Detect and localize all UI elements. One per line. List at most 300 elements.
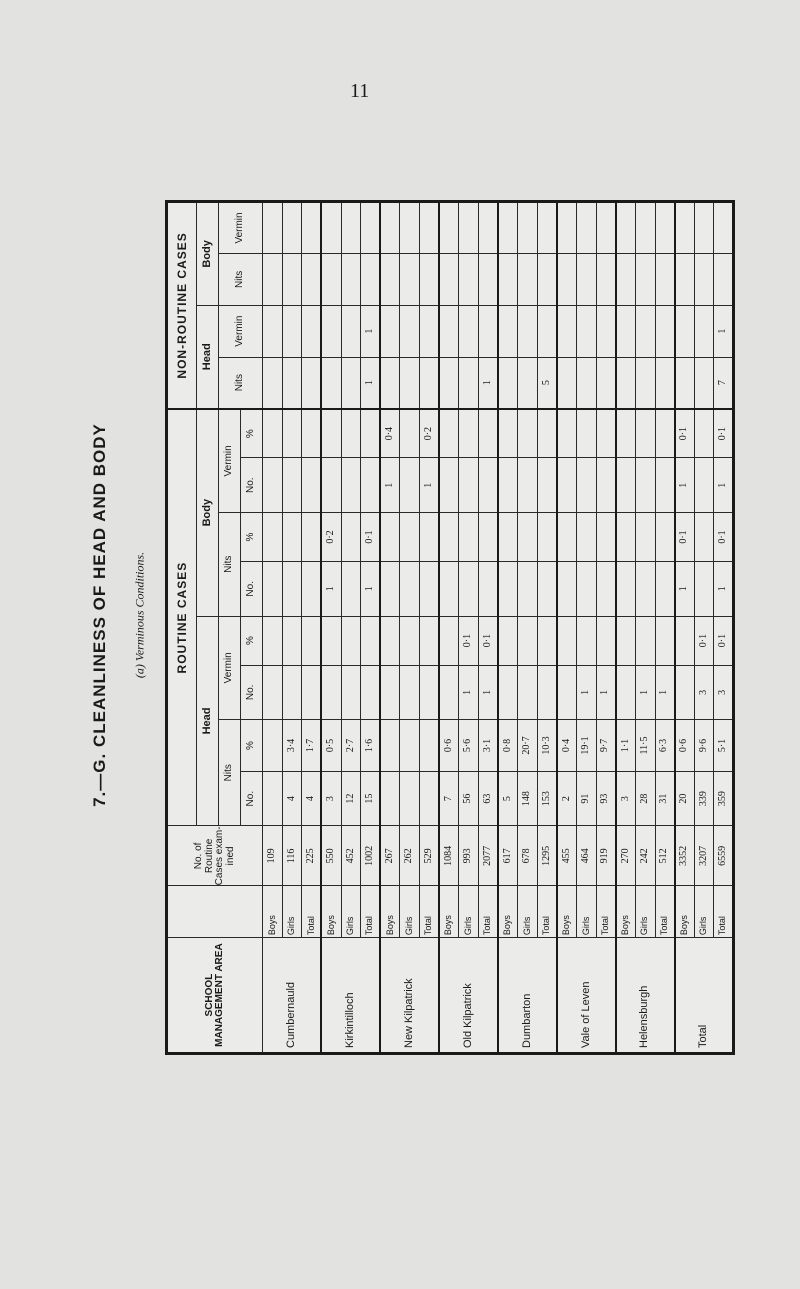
cell-hn-pct: 1·1 — [616, 720, 636, 772]
cell-nr-bn — [439, 253, 459, 305]
cell-hv-no — [361, 665, 381, 720]
cell-bn-pct — [380, 512, 400, 561]
cell-hv-pct — [400, 616, 420, 665]
cell-hv-no — [518, 665, 538, 720]
cell-examined: 550 — [321, 826, 341, 886]
cell-nr-hn — [400, 357, 420, 409]
cell-hv-pct — [596, 616, 616, 665]
cell-bn-pct — [635, 512, 655, 561]
cell-bn-no — [596, 562, 616, 617]
cell-hv-pct — [321, 616, 341, 665]
header-routine-head: Head — [197, 616, 219, 826]
sex-cell: Boys — [321, 886, 341, 938]
cell-hv-pct — [537, 616, 557, 665]
cell-examined: 270 — [616, 826, 636, 886]
cell-examined: 2077 — [478, 826, 498, 886]
cell-hn-no: 4 — [282, 771, 302, 826]
cell-nr-hn: 1 — [361, 357, 381, 409]
table-row — [282, 202, 302, 1054]
cell-bn-pct — [655, 512, 675, 561]
cell-nr-bn — [459, 253, 479, 305]
cell-bn-pct — [439, 512, 459, 561]
sex-cell: Total — [714, 886, 734, 938]
cell-hv-no: 1 — [478, 665, 498, 720]
table-row — [537, 202, 557, 1054]
cell-hn-no: 339 — [694, 771, 714, 826]
cell-bn-pct — [459, 512, 479, 561]
cell-bv-no: 1 — [675, 458, 695, 513]
header-bn-no: No. — [241, 562, 263, 617]
cell-hv-pct — [655, 616, 675, 665]
cell-bv-pct — [518, 409, 538, 458]
cell-bv-no — [478, 458, 498, 513]
table-row — [616, 202, 636, 1054]
cell-bv-no: 1 — [714, 458, 734, 513]
cell-bn-no — [263, 562, 283, 617]
sex-cell: Total — [302, 886, 322, 938]
table-frame — [165, 200, 735, 1055]
cell-nr-bv — [675, 202, 695, 254]
cell-hn-no: 56 — [459, 771, 479, 826]
cell-bn-no — [577, 562, 597, 617]
cell-bv-no — [694, 458, 714, 513]
header-nr-body-nits: Nits — [219, 253, 263, 305]
cell-bn-no: 1 — [321, 562, 341, 617]
cell-nr-hv — [577, 305, 597, 357]
table-row — [302, 202, 322, 1054]
cell-nr-bv — [537, 202, 557, 254]
cell-nr-hv — [302, 305, 322, 357]
table-row — [714, 202, 734, 1054]
cell-bn-pct — [341, 512, 361, 561]
cell-bn-no — [655, 562, 675, 617]
cell-bn-pct — [557, 512, 577, 561]
cell-nr-hv — [341, 305, 361, 357]
table-row — [321, 202, 341, 1054]
cell-examined: 6559 — [714, 826, 734, 886]
cell-bv-no — [263, 458, 283, 513]
header-non-routine-cases: NON-ROUTINE CASES — [167, 202, 197, 409]
cell-bv-pct — [694, 409, 714, 458]
cell-examined: 464 — [577, 826, 597, 886]
cell-hv-no: 1 — [596, 665, 616, 720]
cell-hn-no: 91 — [577, 771, 597, 826]
cell-bn-pct — [694, 512, 714, 561]
cell-nr-bn — [341, 253, 361, 305]
cell-nr-hn — [380, 357, 400, 409]
cell-bn-no — [380, 562, 400, 617]
cell-hv-no: 1 — [577, 665, 597, 720]
cell-nr-bn — [616, 253, 636, 305]
cell-nr-bn — [380, 253, 400, 305]
header-head-vermin: Vermin — [219, 616, 241, 720]
table-row — [361, 202, 381, 1054]
cell-hv-no: 1 — [459, 665, 479, 720]
cell-examined: 116 — [282, 826, 302, 886]
area-name-cell: Old Kilpatrick — [439, 938, 498, 1054]
cell-nr-bn — [420, 253, 440, 305]
cell-nr-bv — [694, 202, 714, 254]
sex-cell: Total — [655, 886, 675, 938]
cell-hv-no — [400, 665, 420, 720]
cell-nr-bn — [635, 253, 655, 305]
cell-hv-pct: 0·1 — [694, 616, 714, 665]
cell-hn-pct: 2·7 — [341, 720, 361, 772]
table-row — [577, 202, 597, 1054]
cell-nr-hv — [420, 305, 440, 357]
table-row — [596, 202, 616, 1054]
cell-nr-bv — [459, 202, 479, 254]
cell-examined: 262 — [400, 826, 420, 886]
header-routine-cases: ROUTINE CASES — [167, 409, 197, 826]
cell-nr-hv — [321, 305, 341, 357]
cell-nr-bv — [596, 202, 616, 254]
cell-bv-pct — [321, 409, 341, 458]
cell-hv-pct — [263, 616, 283, 665]
area-name-cell: Kirkintilloch — [321, 938, 380, 1054]
cell-bn-no — [400, 562, 420, 617]
sex-cell: Girls — [282, 886, 302, 938]
cell-hn-pct: 0·5 — [321, 720, 341, 772]
cell-bn-no — [616, 562, 636, 617]
cell-hv-pct — [341, 616, 361, 665]
cell-hv-pct: 0·1 — [714, 616, 734, 665]
cell-bn-pct — [478, 512, 498, 561]
cell-bv-no — [655, 458, 675, 513]
sex-cell: Boys — [439, 886, 459, 938]
cell-nr-hn — [675, 357, 695, 409]
table-row — [655, 202, 675, 1054]
cell-bn-pct — [498, 512, 518, 561]
cell-nr-bv — [302, 202, 322, 254]
cell-nr-bn — [655, 253, 675, 305]
sex-cell: Girls — [694, 886, 714, 938]
cell-nr-bn — [518, 253, 538, 305]
cell-hn-pct — [420, 720, 440, 772]
cell-hn-pct: 0·8 — [498, 720, 518, 772]
sex-cell: Total — [537, 886, 557, 938]
cell-bv-pct — [557, 409, 577, 458]
cell-bn-no — [518, 562, 538, 617]
table-row — [400, 202, 420, 1054]
cell-bn-no — [420, 562, 440, 617]
cell-nr-hv — [459, 305, 479, 357]
cell-hn-pct: 1·7 — [302, 720, 322, 772]
cell-nr-bv — [498, 202, 518, 254]
sex-cell: Total — [361, 886, 381, 938]
table-row — [420, 202, 440, 1054]
cell-hv-no — [420, 665, 440, 720]
cell-nr-hn — [616, 357, 636, 409]
cell-bv-pct — [655, 409, 675, 458]
cell-bn-no: 1 — [675, 562, 695, 617]
cell-nr-bn — [577, 253, 597, 305]
cell-bn-no: 1 — [361, 562, 381, 617]
cell-hv-no — [263, 665, 283, 720]
cell-hv-pct — [439, 616, 459, 665]
sex-cell: Total — [420, 886, 440, 938]
cell-hv-no: 3 — [694, 665, 714, 720]
cell-nr-hv — [694, 305, 714, 357]
cell-hv-pct — [616, 616, 636, 665]
cell-nr-hn: 5 — [537, 357, 557, 409]
cell-nr-hn — [518, 357, 538, 409]
cell-bv-no — [557, 458, 577, 513]
cell-bv-no — [635, 458, 655, 513]
cell-bv-no — [518, 458, 538, 513]
cell-bn-pct — [400, 512, 420, 561]
table-heading: 7.—G. CLEANLINESS OF HEAD AND BODY — [90, 423, 109, 807]
cell-bv-no: 1 — [380, 458, 400, 513]
area-name-cell: Helensburgh — [616, 938, 675, 1054]
cell-bv-pct — [439, 409, 459, 458]
header-hv-no: No. — [241, 665, 263, 720]
cell-bv-pct — [478, 409, 498, 458]
header-area: SCHOOL MANAGEMENT AREA — [167, 938, 263, 1054]
cell-bn-pct — [537, 512, 557, 561]
cell-hv-no — [321, 665, 341, 720]
cell-hv-no — [282, 665, 302, 720]
cell-bn-no — [478, 562, 498, 617]
cell-hv-no — [498, 665, 518, 720]
cell-bn-no — [694, 562, 714, 617]
cell-bn-pct: 0·2 — [321, 512, 341, 561]
cell-bn-pct: 0·1 — [675, 512, 695, 561]
cell-hn-no: 15 — [361, 771, 381, 826]
cell-nr-bv — [439, 202, 459, 254]
cell-examined: 455 — [557, 826, 577, 886]
cell-hv-no — [439, 665, 459, 720]
cell-nr-bn — [596, 253, 616, 305]
cell-hn-no: 31 — [655, 771, 675, 826]
header-nonroutine-head: Head — [197, 305, 219, 409]
cell-nr-hn — [341, 357, 361, 409]
header-routine-body: Body — [197, 409, 219, 616]
cell-bn-pct: 0·1 — [361, 512, 381, 561]
cell-bv-no — [400, 458, 420, 513]
cell-nr-hn — [459, 357, 479, 409]
cell-hn-no: 28 — [635, 771, 655, 826]
cell-bn-no — [439, 562, 459, 617]
sex-cell: Total — [596, 886, 616, 938]
cell-nr-hv — [498, 305, 518, 357]
cell-examined: 267 — [380, 826, 400, 886]
cell-hv-pct — [302, 616, 322, 665]
cell-hn-no: 2 — [557, 771, 577, 826]
cell-bv-pct — [577, 409, 597, 458]
cell-hv-pct — [361, 616, 381, 665]
cell-hv-no — [537, 665, 557, 720]
header-bn-pct: % — [241, 512, 263, 561]
cell-hv-pct — [380, 616, 400, 665]
cell-examined: 1002 — [361, 826, 381, 886]
cell-bv-pct — [263, 409, 283, 458]
cell-hv-pct — [577, 616, 597, 665]
cell-nr-bn — [714, 253, 734, 305]
table-row — [380, 202, 400, 1054]
cell-bv-pct: 0·1 — [714, 409, 734, 458]
sex-cell: Boys — [675, 886, 695, 938]
cell-bv-no — [577, 458, 597, 513]
cell-hn-no — [420, 771, 440, 826]
cell-hn-no: 4 — [302, 771, 322, 826]
cell-nr-hn — [596, 357, 616, 409]
cell-hn-no: 20 — [675, 771, 695, 826]
cell-hn-pct: 0·6 — [675, 720, 695, 772]
cell-nr-bn — [302, 253, 322, 305]
sex-cell: Boys — [263, 886, 283, 938]
header-examined: No. of Routine Cases exam-ined — [167, 826, 263, 886]
table-subheading: (a) Verminous Conditions. — [132, 551, 147, 679]
cell-hn-no: 3 — [321, 771, 341, 826]
cell-bv-no — [596, 458, 616, 513]
cell-bn-pct — [577, 512, 597, 561]
cell-examined: 512 — [655, 826, 675, 886]
cell-nr-bv — [380, 202, 400, 254]
cell-nr-bv — [655, 202, 675, 254]
cell-bn-pct: 0·1 — [714, 512, 734, 561]
cell-bn-no — [635, 562, 655, 617]
cell-nr-hn — [282, 357, 302, 409]
header-head-nits: Nits — [219, 720, 241, 826]
cell-bv-pct — [616, 409, 636, 458]
cell-nr-bn — [694, 253, 714, 305]
cell-bn-no — [557, 562, 577, 617]
header-hn-pct: % — [241, 720, 263, 772]
header-hv-pct: % — [241, 616, 263, 665]
cell-hn-pct — [263, 720, 283, 772]
cell-hn-no: 153 — [537, 771, 557, 826]
cell-examined: 1084 — [439, 826, 459, 886]
cell-nr-hn — [439, 357, 459, 409]
cell-hn-pct: 9·6 — [694, 720, 714, 772]
cell-bv-no — [321, 458, 341, 513]
header-hn-no: No. — [241, 771, 263, 826]
cell-nr-hn: 7 — [714, 357, 734, 409]
cell-nr-hv: 1 — [714, 305, 734, 357]
cell-bv-no — [498, 458, 518, 513]
cell-bv-no — [361, 458, 381, 513]
cleanliness-table — [165, 200, 735, 1055]
cell-examined: 1295 — [537, 826, 557, 886]
cell-bn-no — [302, 562, 322, 617]
cell-nr-bv — [635, 202, 655, 254]
cell-bn-pct — [518, 512, 538, 561]
cell-hv-pct — [635, 616, 655, 665]
cell-nr-bv — [341, 202, 361, 254]
cell-hv-pct — [518, 616, 538, 665]
area-name-cell: Dumbarton — [498, 938, 557, 1054]
cell-nr-bn — [400, 253, 420, 305]
table-row — [635, 202, 655, 1054]
cell-bv-no — [282, 458, 302, 513]
cell-nr-hv — [439, 305, 459, 357]
table-row — [675, 202, 695, 1054]
cell-bv-no: 1 — [420, 458, 440, 513]
sex-cell: Girls — [459, 886, 479, 938]
table-row — [478, 202, 498, 1054]
cell-hn-no: 148 — [518, 771, 538, 826]
cell-bv-pct — [302, 409, 322, 458]
header-bv-no: No. — [241, 458, 263, 513]
area-name-cell: Vale of Leven — [557, 938, 616, 1054]
area-name-cell: Total — [675, 938, 734, 1054]
table-row — [459, 202, 479, 1054]
sex-cell: Boys — [616, 886, 636, 938]
cell-hn-no: 93 — [596, 771, 616, 826]
table-body — [263, 202, 734, 1054]
header-nonroutine-body: Body — [197, 202, 219, 306]
cell-nr-hn — [302, 357, 322, 409]
cell-nr-bn — [321, 253, 341, 305]
cell-bv-no — [302, 458, 322, 513]
cell-nr-bv — [518, 202, 538, 254]
table-row — [498, 202, 518, 1054]
cell-examined: 242 — [635, 826, 655, 886]
cell-hn-pct — [380, 720, 400, 772]
table-row — [694, 202, 714, 1054]
cell-hn-no — [380, 771, 400, 826]
cell-bv-pct — [635, 409, 655, 458]
cell-hn-pct: 6·3 — [655, 720, 675, 772]
cell-nr-bv — [361, 202, 381, 254]
cell-nr-bv — [714, 202, 734, 254]
cell-hv-no — [380, 665, 400, 720]
cell-nr-hn — [635, 357, 655, 409]
sex-cell: Girls — [577, 886, 597, 938]
cell-nr-hv — [400, 305, 420, 357]
sex-cell: Total — [478, 886, 498, 938]
cell-examined: 3207 — [694, 826, 714, 886]
cell-examined: 919 — [596, 826, 616, 886]
area-name-cell: Cumbernauld — [263, 938, 322, 1054]
cell-bv-pct: 0·2 — [420, 409, 440, 458]
cell-bv-pct — [341, 409, 361, 458]
cell-bn-no — [537, 562, 557, 617]
cell-hv-pct — [675, 616, 695, 665]
sex-cell: Girls — [635, 886, 655, 938]
cell-bv-pct — [498, 409, 518, 458]
header-body-vermin: Vermin — [219, 409, 241, 513]
sex-cell: Girls — [518, 886, 538, 938]
cell-hn-pct: 5·6 — [459, 720, 479, 772]
cell-bn-pct — [596, 512, 616, 561]
cell-bn-no — [459, 562, 479, 617]
cell-nr-hv — [655, 305, 675, 357]
cell-nr-hv — [557, 305, 577, 357]
page-number: 11 — [350, 80, 370, 102]
cell-nr-hn — [420, 357, 440, 409]
cell-hv-no — [302, 665, 322, 720]
cell-hn-pct: 5·1 — [714, 720, 734, 772]
table-row — [557, 202, 577, 1054]
cell-hn-no: 12 — [341, 771, 361, 826]
cell-hn-no — [400, 771, 420, 826]
cell-bn-pct — [263, 512, 283, 561]
cell-nr-hv — [537, 305, 557, 357]
cell-hn-pct — [400, 720, 420, 772]
cell-nr-hv — [596, 305, 616, 357]
cell-bv-pct — [596, 409, 616, 458]
cell-bv-no — [616, 458, 636, 513]
cell-nr-hv — [282, 305, 302, 357]
cell-examined: 678 — [518, 826, 538, 886]
cell-hn-no: 7 — [439, 771, 459, 826]
cell-hv-pct — [557, 616, 577, 665]
cell-hv-no — [557, 665, 577, 720]
cell-nr-hn: 1 — [478, 357, 498, 409]
cell-bn-no — [498, 562, 518, 617]
